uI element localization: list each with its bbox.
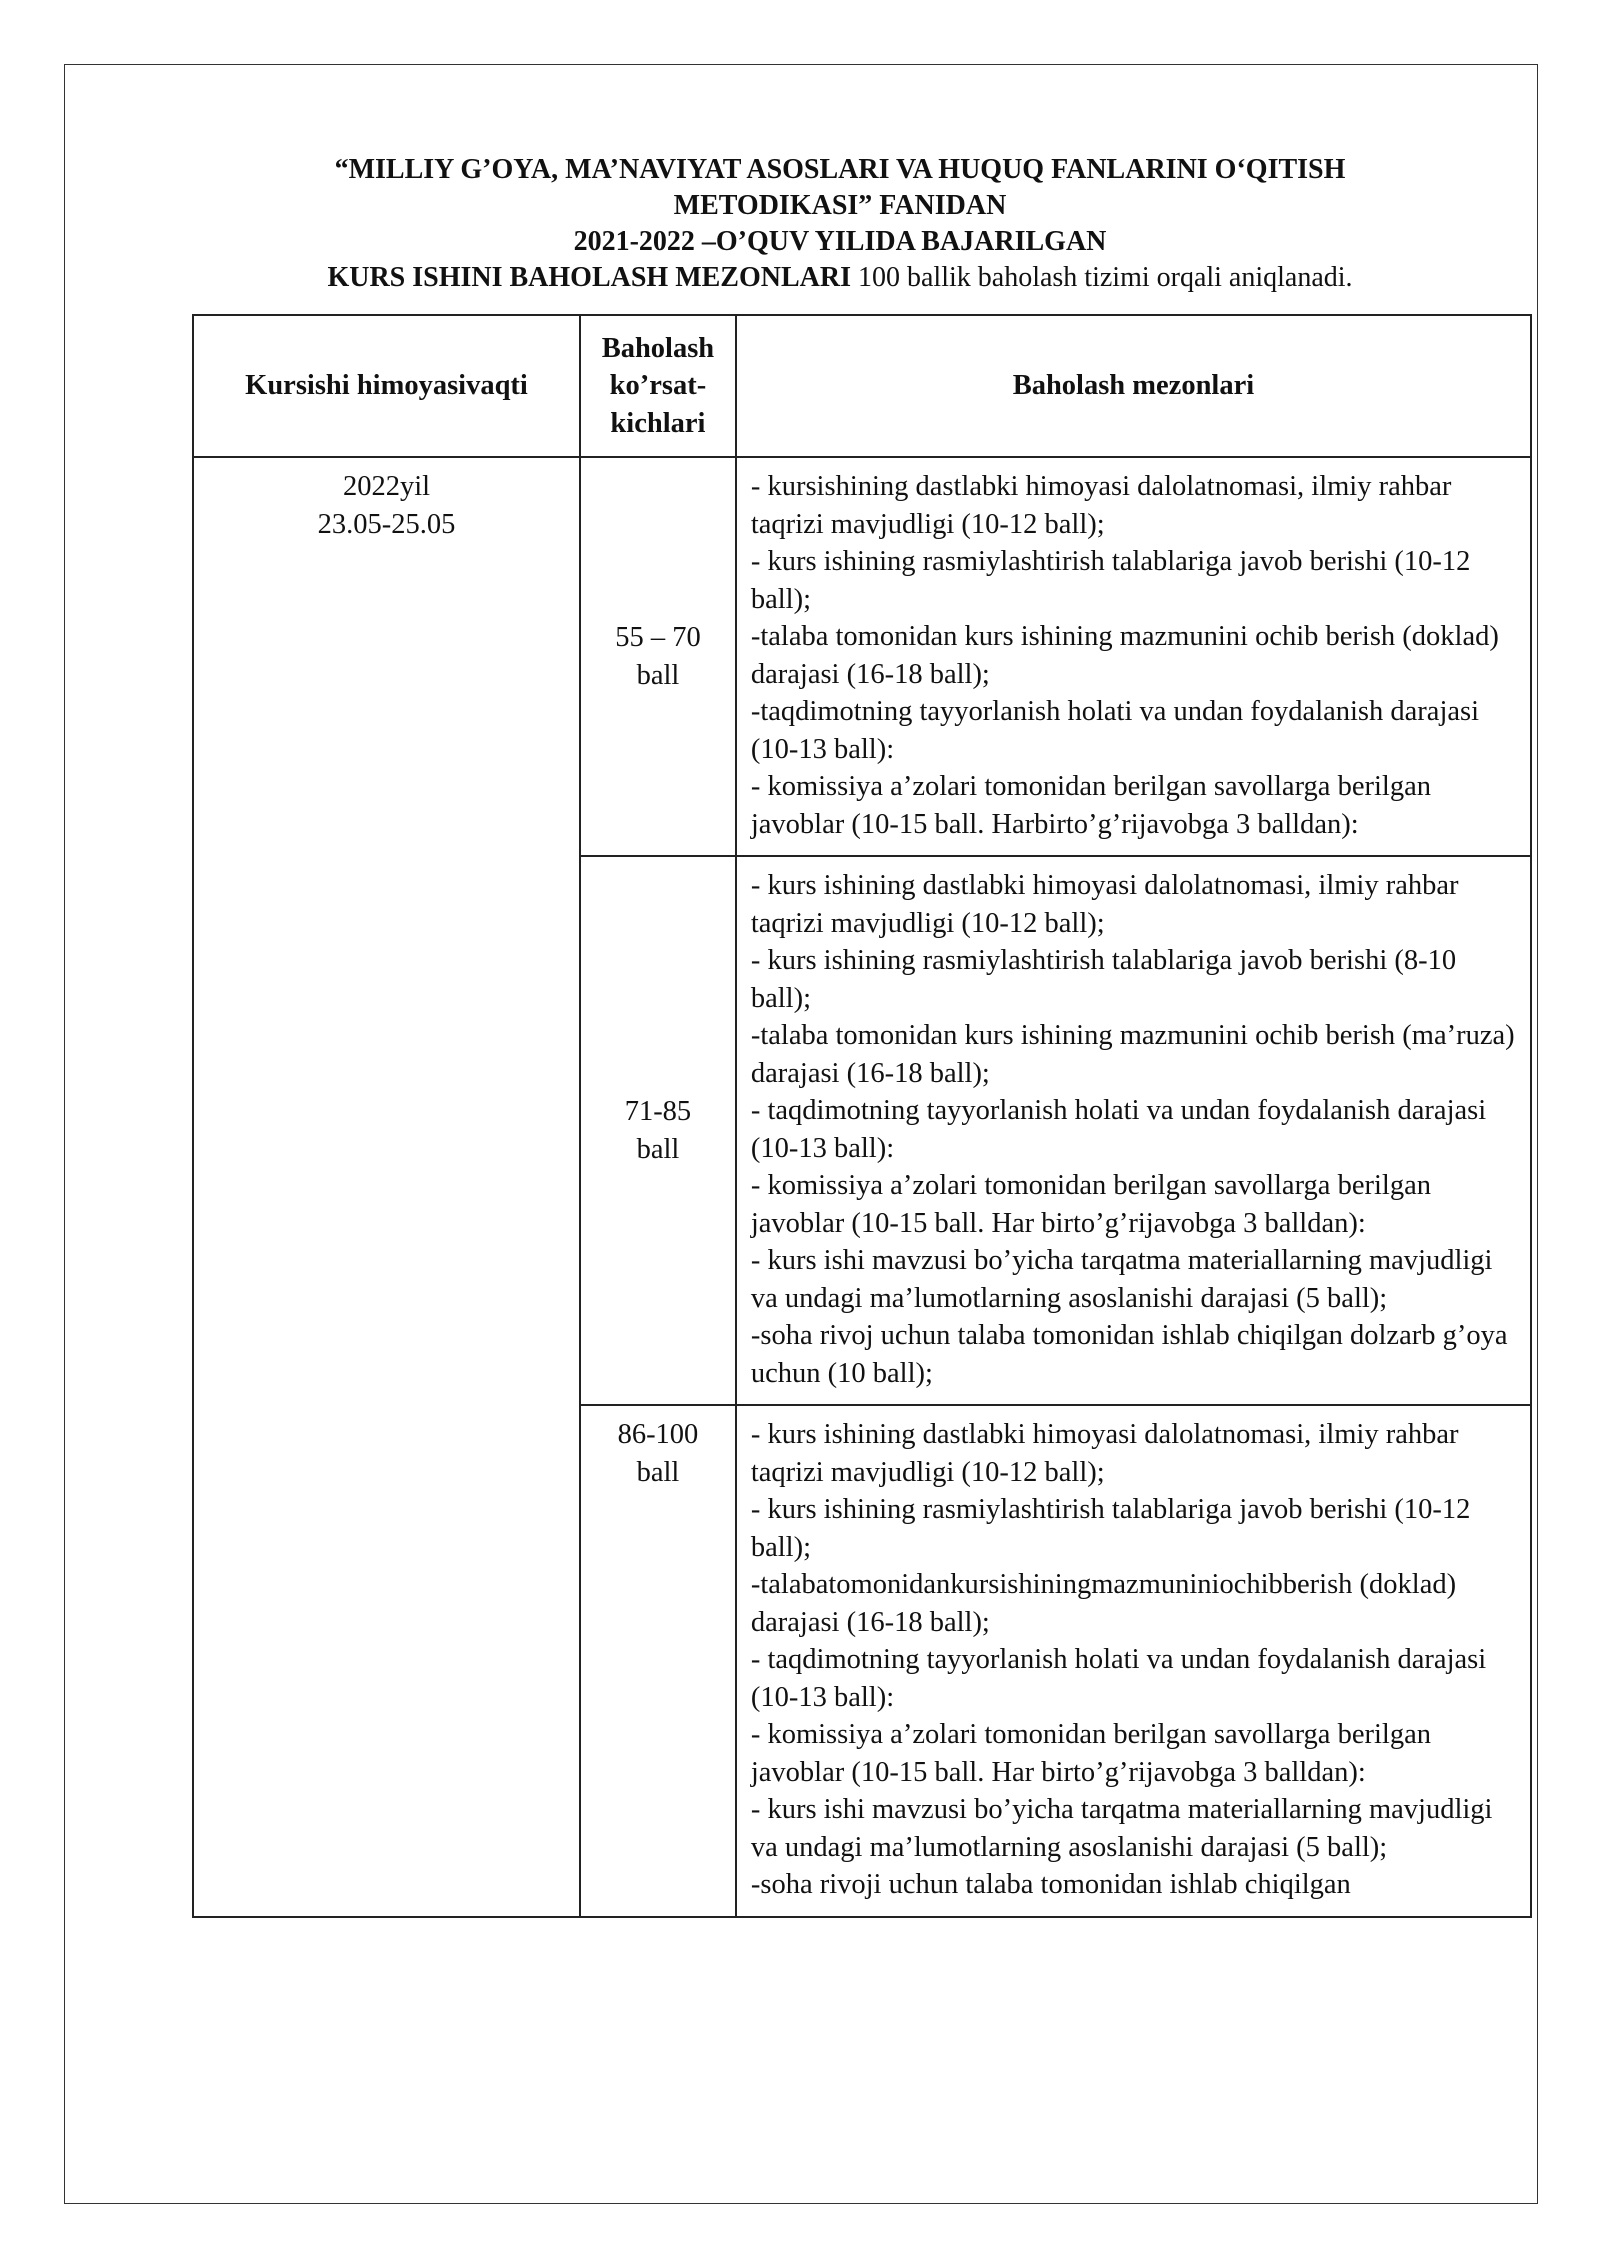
defense-dates: 23.05-25.05 bbox=[317, 508, 456, 540]
score-range-cell bbox=[580, 1405, 736, 1917]
document-heading bbox=[190, 152, 1490, 296]
heading-line-2: METODIKASI” FANIDAN bbox=[673, 190, 1007, 221]
criterion-item: - kurs ishi mavzusi bo’yicha tarqatma materiallarning mavjudligi va undagi ma’lumotlarning asoslanishi darajasi (5 ball); bbox=[750, 1245, 1493, 1314]
heading-line-4-bold: KURS ISHINI BAHOLASH MEZONLARI bbox=[327, 262, 851, 293]
score-range-cell bbox=[580, 856, 736, 1405]
criterion-item: -soha rivoj uchun talaba tomonidan ishlab chiqilgan dolzarb g’oya uchun (10 ball); bbox=[750, 1320, 1508, 1389]
header-score-line-1: Baholash bbox=[601, 332, 715, 364]
criterion-item: - taqdimotning tayyorlanish holati va undan foydalanish darajasi (10-13 ball): bbox=[750, 1095, 1487, 1164]
criterion-item: - komissiya a’zolari tomonidan berilgan savollarga berilgan javoblar (10-15 ball. Har birto’g’rijavobga 3 balldan): bbox=[750, 1719, 1431, 1788]
criterion-item: -soha rivoji uchun talaba tomonidan ishlab chiqilgan bbox=[750, 1869, 1351, 1900]
criterion-item: - taqdimotning tayyorlanish holati va undan foydalanish darajasi (10-13 ball): bbox=[750, 1644, 1487, 1713]
header-score-line-3: kichlari bbox=[610, 407, 706, 439]
criteria-table bbox=[192, 314, 1532, 1918]
header-criteria: Baholash mezonlari bbox=[736, 315, 1531, 457]
score-unit: ball bbox=[636, 1456, 680, 1488]
header-score-line-2: ko’rsat- bbox=[609, 370, 707, 402]
score-range-cell bbox=[580, 457, 736, 856]
score-unit: ball bbox=[636, 1133, 680, 1165]
criterion-item: - kurs ishining rasmiylashtirish talablariga javob berishi (10-12 ball); bbox=[750, 546, 1471, 615]
criteria-cell bbox=[736, 1405, 1531, 1917]
score-range: 71-85 bbox=[624, 1096, 692, 1127]
heading-line-4-rest: 100 ballik baholash tizimi orqali aniqlanadi. bbox=[851, 262, 1353, 293]
score-unit: ball bbox=[636, 659, 680, 691]
score-range: 55 – 70 bbox=[615, 622, 701, 653]
criterion-item: - komissiya a’zolari tomonidan berilgan savollarga berilgan javoblar (10-15 ball. Har birto’g’rijavobga 3 balldan): bbox=[750, 1170, 1431, 1239]
table-header-row bbox=[193, 315, 1531, 457]
defense-time-cell bbox=[193, 457, 580, 1917]
criteria-cell bbox=[736, 457, 1531, 856]
heading-line-4 bbox=[190, 260, 1490, 296]
criterion-item: -talabatomonidankursishiningmazmuniniochibberish (doklad) darajasi (16-18 ball); bbox=[750, 1569, 1457, 1638]
score-range: 86-100 bbox=[617, 1419, 699, 1450]
heading-line-1: “MILLIY G’OYA, MA’NAVIYAT ASOSLARI VA HUQUQ FANLARINI O‘QITISH bbox=[334, 154, 1346, 185]
criterion-item: - kursishining dastlabki himoyasi dalolatnomasi, ilmiy rahbar taqrizi mavjudligi (10-12 ball); bbox=[750, 471, 1452, 540]
header-defense-time: Kursishi himoyasivaqti bbox=[193, 315, 580, 457]
criterion-item: - kurs ishi mavzusi bo’yicha tarqatma materiallarning mavjudligi va undagi ma’lumotlarning asoslanishi darajasi (5 ball); bbox=[750, 1794, 1493, 1863]
criterion-item: - kurs ishining dastlabki himoyasi dalolatnomasi, ilmiy rahbar taqrizi mavjudligi (10-12 ball); bbox=[750, 870, 1459, 939]
criterion-item: -taqdimotning tayyorlanish holati va undan foydalanish darajasi (10-13 ball): bbox=[750, 696, 1480, 765]
header-score-indicators bbox=[580, 315, 736, 457]
table-row bbox=[193, 457, 1531, 856]
criterion-item: - kurs ishining rasmiylashtirish talablariga javob berishi (8-10 ball); bbox=[750, 945, 1457, 1014]
criterion-item: - kurs ishining rasmiylashtirish talablariga javob berishi (10-12 ball); bbox=[750, 1494, 1471, 1563]
criterion-item: - kurs ishining dastlabki himoyasi dalolatnomasi, ilmiy rahbar taqrizi mavjudligi (10-12 ball); bbox=[750, 1419, 1459, 1488]
criteria-cell bbox=[736, 856, 1531, 1405]
criterion-item: -talaba tomonidan kurs ishining mazmunini ochib berish (ma’ruza) darajasi (16-18 ball); bbox=[750, 1020, 1515, 1089]
heading-line-3: 2021-2022 –O’QUV YILIDA BAJARILGAN bbox=[573, 226, 1107, 257]
criterion-item: - komissiya a’zolari tomonidan berilgan savollarga berilgan javoblar (10-15 ball. Harbirto’g’rijavobga 3 balldan): bbox=[750, 771, 1431, 840]
criterion-item: -talaba tomonidan kurs ishining mazmunini ochib berish (doklad) darajasi (16-18 ball); bbox=[750, 621, 1499, 690]
defense-year: 2022yil bbox=[342, 471, 431, 502]
